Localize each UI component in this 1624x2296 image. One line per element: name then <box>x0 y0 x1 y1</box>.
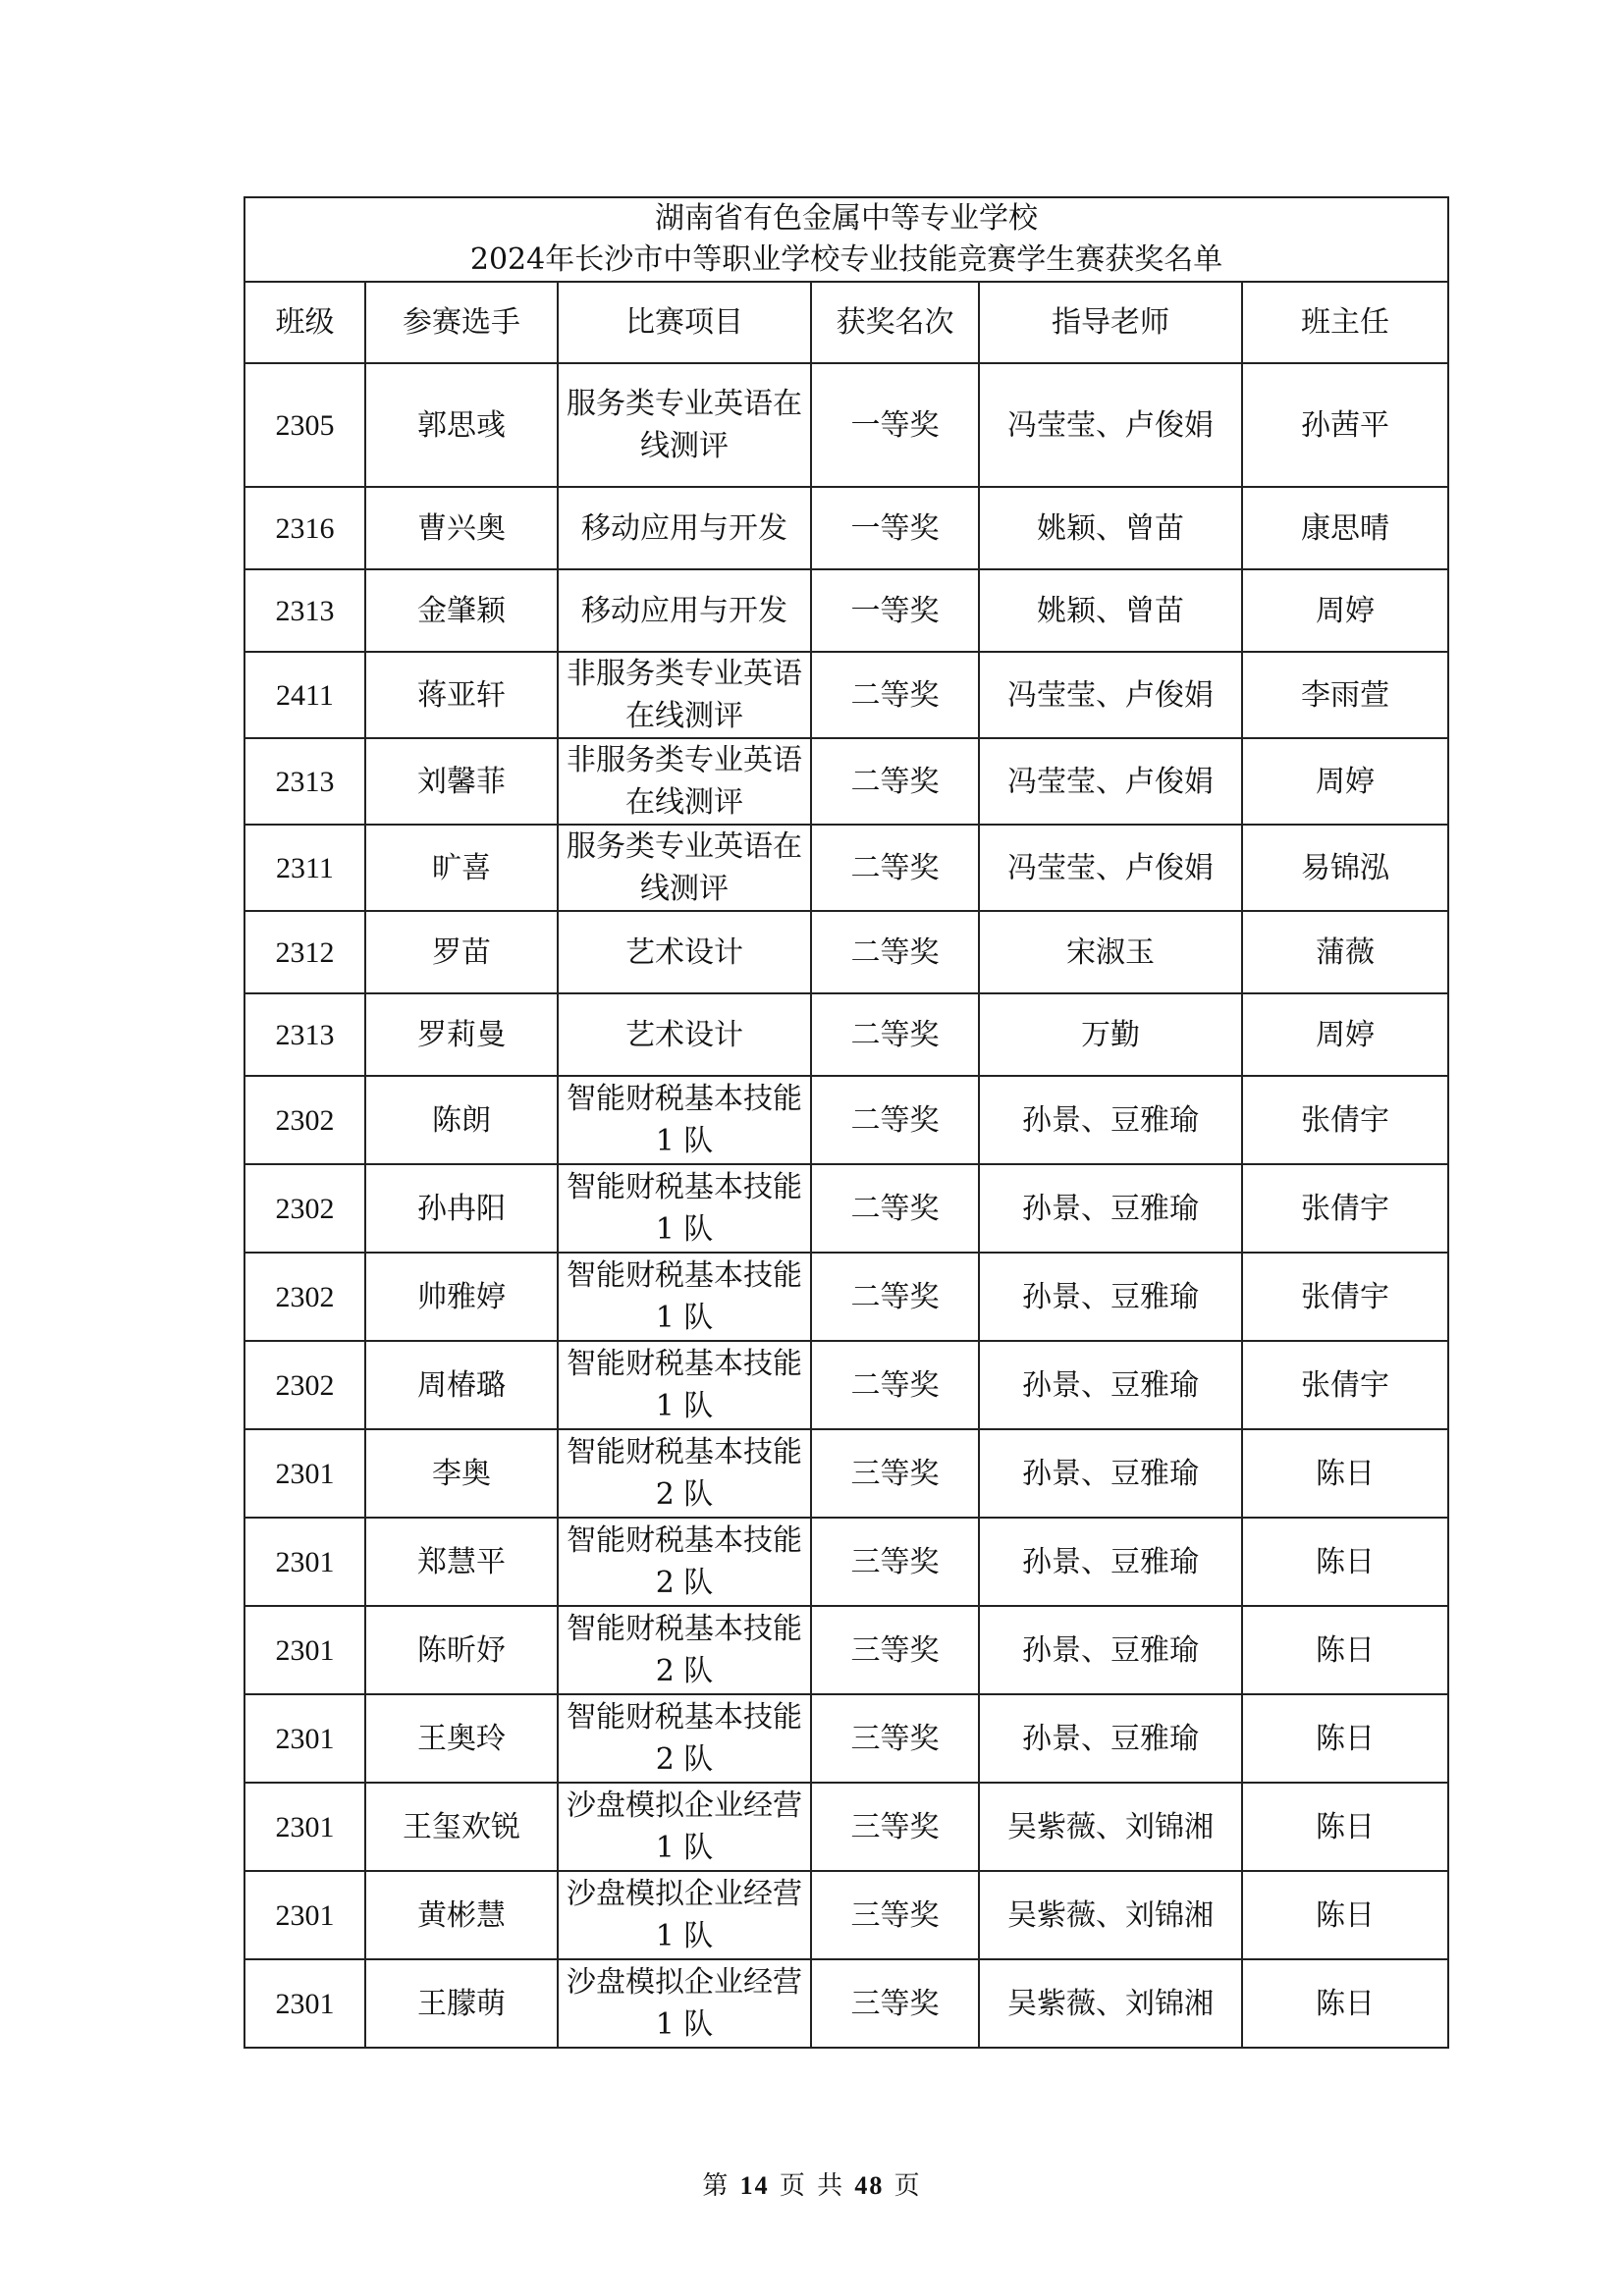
title-row <box>244 197 1448 282</box>
cell-event: 非服务类专业英语在线测评 <box>558 652 811 738</box>
table-row <box>244 569 1448 652</box>
table-row <box>244 993 1448 1076</box>
header-class: 班级 <box>244 282 365 363</box>
footer-total-pages: 48 <box>854 2171 885 2200</box>
cell-instructor: 孙景、豆雅瑜 <box>979 1429 1242 1518</box>
cell-event: 智能财税基本技能 2 队 <box>558 1518 811 1606</box>
cell-instructor: 孙景、豆雅瑜 <box>979 1076 1242 1164</box>
cell-class: 2301 <box>244 1959 365 2048</box>
cell-instructor: 姚颖、曾苗 <box>979 569 1242 652</box>
cell-class: 2301 <box>244 1429 365 1518</box>
table-row <box>244 1694 1448 1783</box>
cell-award: 二等奖 <box>811 652 979 738</box>
cell-head-teacher: 周婷 <box>1242 569 1448 652</box>
cell-event: 智能财税基本技能 1 队 <box>558 1341 811 1429</box>
cell-award: 二等奖 <box>811 1253 979 1341</box>
cell-student: 李奥 <box>365 1429 558 1518</box>
header-row <box>244 282 1448 363</box>
cell-student: 刘馨菲 <box>365 738 558 825</box>
cell-class: 2313 <box>244 569 365 652</box>
cell-student: 郑慧平 <box>365 1518 558 1606</box>
cell-head-teacher: 张倩宇 <box>1242 1076 1448 1164</box>
table-row <box>244 1606 1448 1694</box>
cell-head-teacher: 张倩宇 <box>1242 1253 1448 1341</box>
cell-student: 陈朗 <box>365 1076 558 1164</box>
cell-class: 2311 <box>244 825 365 911</box>
cell-head-teacher: 陈日 <box>1242 1694 1448 1783</box>
cell-award: 一等奖 <box>811 487 979 569</box>
cell-student: 罗苗 <box>365 911 558 993</box>
cell-head-teacher: 周婷 <box>1242 738 1448 825</box>
cell-instructor: 宋淑玉 <box>979 911 1242 993</box>
cell-event: 服务类专业英语在线测评 <box>558 363 811 487</box>
header-head-teacher: 班主任 <box>1242 282 1448 363</box>
cell-student: 王玺欢锐 <box>365 1783 558 1871</box>
cell-award: 一等奖 <box>811 569 979 652</box>
cell-event: 移动应用与开发 <box>558 569 811 652</box>
cell-event: 沙盘模拟企业经营 1 队 <box>558 1783 811 1871</box>
cell-class: 2316 <box>244 487 365 569</box>
cell-award: 三等奖 <box>811 1518 979 1606</box>
cell-class: 2302 <box>244 1253 365 1341</box>
cell-instructor: 吴紫薇、刘锦湘 <box>979 1783 1242 1871</box>
cell-student: 旷喜 <box>365 825 558 911</box>
table-title <box>244 197 1448 282</box>
cell-instructor: 孙景、豆雅瑜 <box>979 1518 1242 1606</box>
cell-event: 智能财税基本技能 2 队 <box>558 1429 811 1518</box>
cell-class: 2312 <box>244 911 365 993</box>
cell-event: 智能财税基本技能 1 队 <box>558 1253 811 1341</box>
cell-head-teacher: 蒲薇 <box>1242 911 1448 993</box>
cell-award: 三等奖 <box>811 1606 979 1694</box>
cell-award: 一等奖 <box>811 363 979 487</box>
cell-class: 2301 <box>244 1694 365 1783</box>
cell-student: 蒋亚轩 <box>365 652 558 738</box>
table-row <box>244 1164 1448 1253</box>
cell-head-teacher: 张倩宇 <box>1242 1341 1448 1429</box>
cell-award: 二等奖 <box>811 825 979 911</box>
cell-event: 沙盘模拟企业经营 1 队 <box>558 1871 811 1959</box>
cell-instructor: 万勤 <box>979 993 1242 1076</box>
cell-head-teacher: 陈日 <box>1242 1606 1448 1694</box>
cell-head-teacher: 陈日 <box>1242 1959 1448 2048</box>
cell-head-teacher: 孙茜平 <box>1242 363 1448 487</box>
cell-instructor: 孙景、豆雅瑜 <box>979 1164 1242 1253</box>
cell-class: 2302 <box>244 1164 365 1253</box>
cell-award: 二等奖 <box>811 1076 979 1164</box>
cell-event: 服务类专业英语在线测评 <box>558 825 811 911</box>
cell-event: 艺术设计 <box>558 993 811 1076</box>
table-row <box>244 738 1448 825</box>
award-table-body <box>244 197 1448 2048</box>
cell-head-teacher: 陈日 <box>1242 1429 1448 1518</box>
award-table <box>244 196 1449 2049</box>
cell-instructor: 冯莹莹、卢俊娟 <box>979 363 1242 487</box>
cell-event: 沙盘模拟企业经营 1 队 <box>558 1959 811 2048</box>
cell-instructor: 孙景、豆雅瑜 <box>979 1253 1242 1341</box>
header-instructor: 指导老师 <box>979 282 1242 363</box>
table-row <box>244 1959 1448 2048</box>
cell-award: 二等奖 <box>811 993 979 1076</box>
cell-head-teacher: 陈日 <box>1242 1871 1448 1959</box>
cell-instructor: 孙景、豆雅瑜 <box>979 1341 1242 1429</box>
header-award: 获奖名次 <box>811 282 979 363</box>
cell-event: 智能财税基本技能 2 队 <box>558 1606 811 1694</box>
cell-instructor: 吴紫薇、刘锦湘 <box>979 1959 1242 2048</box>
footer-prefix: 第 <box>702 2171 731 2201</box>
title-competition: 2024年长沙市中等职业学校专业技能竞赛学生赛获奖名单 <box>469 242 1223 277</box>
cell-student: 金肇颖 <box>365 569 558 652</box>
cell-award: 三等奖 <box>811 1429 979 1518</box>
cell-event: 非服务类专业英语在线测评 <box>558 738 811 825</box>
table-row <box>244 1871 1448 1959</box>
page-footer <box>0 2165 1624 2202</box>
footer-page-number: 14 <box>739 2171 770 2200</box>
cell-instructor: 冯莹莹、卢俊娟 <box>979 738 1242 825</box>
cell-event: 智能财税基本技能 1 队 <box>558 1076 811 1164</box>
table-row <box>244 652 1448 738</box>
cell-student: 王奥玲 <box>365 1694 558 1783</box>
table-row <box>244 1341 1448 1429</box>
table-row <box>244 363 1448 487</box>
cell-instructor: 孙景、豆雅瑜 <box>979 1606 1242 1694</box>
cell-class: 2302 <box>244 1341 365 1429</box>
table-row <box>244 1518 1448 1606</box>
cell-class: 2302 <box>244 1076 365 1164</box>
cell-award: 三等奖 <box>811 1694 979 1783</box>
cell-class: 2411 <box>244 652 365 738</box>
cell-head-teacher: 周婷 <box>1242 993 1448 1076</box>
table-row <box>244 1429 1448 1518</box>
cell-class: 2313 <box>244 993 365 1076</box>
table-row <box>244 911 1448 993</box>
cell-class: 2301 <box>244 1783 365 1871</box>
cell-award: 三等奖 <box>811 1871 979 1959</box>
cell-award: 三等奖 <box>811 1959 979 2048</box>
cell-event: 移动应用与开发 <box>558 487 811 569</box>
cell-award: 二等奖 <box>811 911 979 993</box>
cell-award: 二等奖 <box>811 738 979 825</box>
cell-student: 王朦萌 <box>365 1959 558 2048</box>
header-event: 比赛项目 <box>558 282 811 363</box>
cell-student: 帅雅婷 <box>365 1253 558 1341</box>
cell-instructor: 冯莹莹、卢俊娟 <box>979 652 1242 738</box>
footer-middle: 页 共 <box>779 2171 845 2201</box>
cell-instructor: 孙景、豆雅瑜 <box>979 1694 1242 1783</box>
cell-award: 二等奖 <box>811 1341 979 1429</box>
cell-student: 罗莉曼 <box>365 993 558 1076</box>
cell-instructor: 吴紫薇、刘锦湘 <box>979 1871 1242 1959</box>
cell-head-teacher: 陈日 <box>1242 1783 1448 1871</box>
cell-student: 陈昕妤 <box>365 1606 558 1694</box>
table-row <box>244 825 1448 911</box>
header-student: 参赛选手 <box>365 282 558 363</box>
table-row <box>244 487 1448 569</box>
cell-award: 二等奖 <box>811 1164 979 1253</box>
cell-event: 艺术设计 <box>558 911 811 993</box>
cell-head-teacher: 陈日 <box>1242 1518 1448 1606</box>
table-row <box>244 1783 1448 1871</box>
table-row <box>244 1076 1448 1164</box>
cell-class: 2301 <box>244 1871 365 1959</box>
cell-student: 郭思彧 <box>365 363 558 487</box>
cell-student: 曹兴奥 <box>365 487 558 569</box>
cell-class: 2301 <box>244 1606 365 1694</box>
cell-class: 2301 <box>244 1518 365 1606</box>
cell-class: 2313 <box>244 738 365 825</box>
cell-event: 智能财税基本技能 2 队 <box>558 1694 811 1783</box>
cell-student: 黄彬慧 <box>365 1871 558 1959</box>
cell-head-teacher: 康思晴 <box>1242 487 1448 569</box>
title-school: 湖南省有色金属中等专业学校 <box>655 201 1039 236</box>
cell-head-teacher: 李雨萱 <box>1242 652 1448 738</box>
cell-class: 2305 <box>244 363 365 487</box>
cell-instructor: 冯莹莹、卢俊娟 <box>979 825 1242 911</box>
cell-instructor: 姚颖、曾苗 <box>979 487 1242 569</box>
cell-award: 三等奖 <box>811 1783 979 1871</box>
table-row <box>244 1253 1448 1341</box>
cell-student: 孙冉阳 <box>365 1164 558 1253</box>
cell-head-teacher: 易锦泓 <box>1242 825 1448 911</box>
footer-suffix: 页 <box>893 2171 922 2201</box>
cell-student: 周椿璐 <box>365 1341 558 1429</box>
cell-head-teacher: 张倩宇 <box>1242 1164 1448 1253</box>
cell-event: 智能财税基本技能 1 队 <box>558 1164 811 1253</box>
